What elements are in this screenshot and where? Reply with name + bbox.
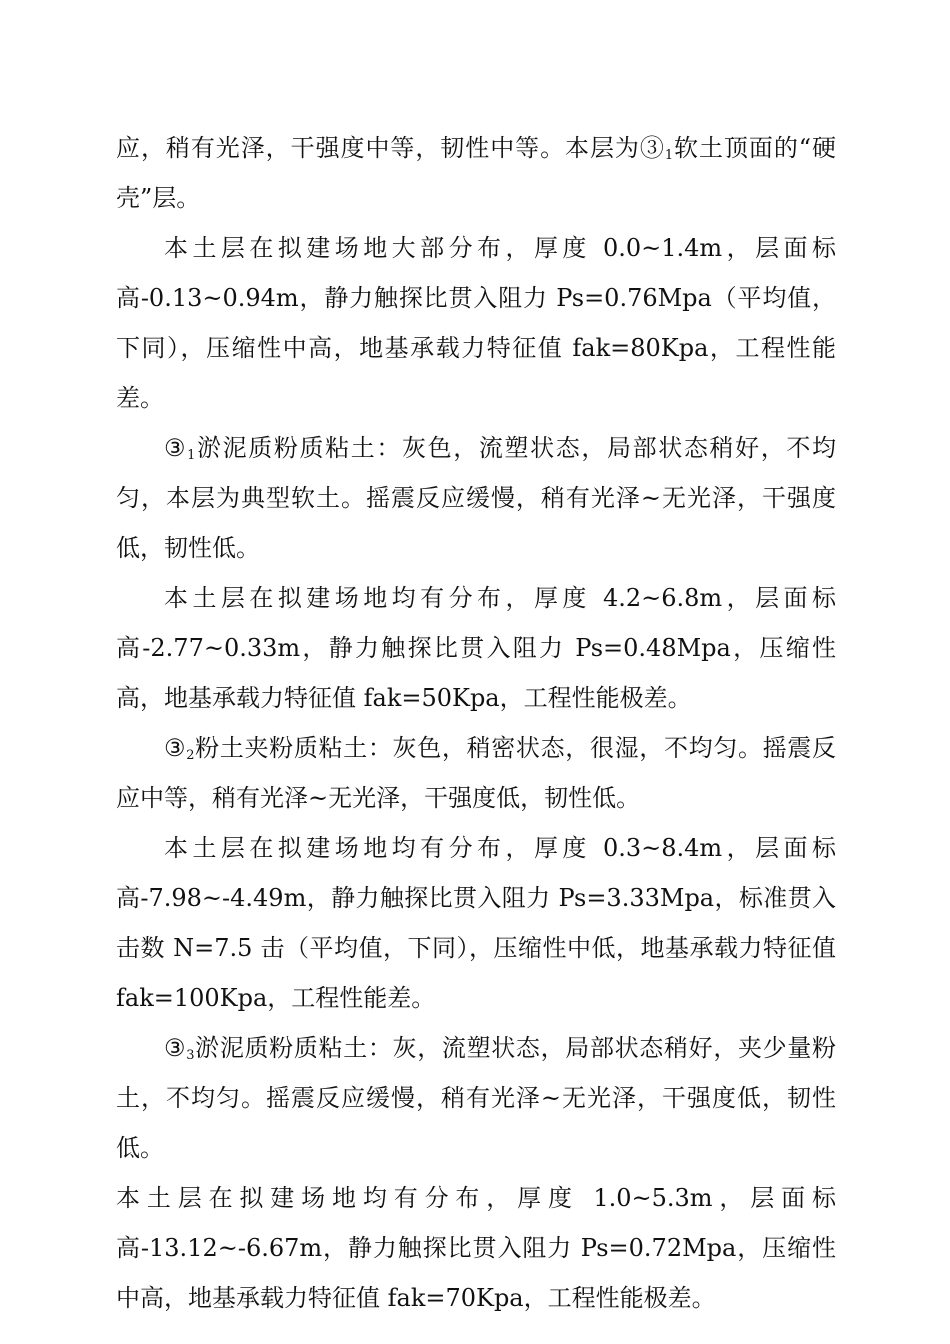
document-body xyxy=(116,123,836,1323)
paragraph-text: 本土层在拟建场地均有分布，厚度 0.3~8.4m，层面标高-7.98~-4.49m，静力触探比贯入阻力 Ps=3.33Mpa，标准贯入击数 N=7.5 击（平均值，下同），压缩性中低，地基承载力特征值 fak=100Kpa，工程性能差。 xyxy=(116,834,836,1012)
paragraph-p7 xyxy=(116,1023,836,1173)
paragraph-text: 本土层在拟建场地均有分布，厚度 1.0~5.3m，层面标高-13.12~-6.67m，静力触探比贯入阻力 Ps=0.72Mpa，压缩性中高，地基承载力特征值 fak=70Kpa，工程性能极差。 xyxy=(116,1184,836,1312)
paragraph-p1 xyxy=(116,123,836,223)
subscript-index: 2 xyxy=(186,748,195,763)
subscript-index: 1 xyxy=(187,448,196,463)
subscript-index: 3 xyxy=(186,1048,195,1063)
paragraph-p5 xyxy=(116,723,836,823)
paragraph-p2 xyxy=(116,223,836,423)
paragraph-text: 淤泥质粉质粘土：灰色，流塑状态，局部状态稍好，不均匀，本层为典型软土。摇震反应缓慢，稍有光泽~无光泽，干强度低，韧性低。 xyxy=(116,434,836,562)
subscript-index: 1 xyxy=(664,148,674,163)
paragraph-text: 粉土夹粉质粘土：灰色，稍密状态，很湿，不均匀。摇震反应中等，稍有光泽~无光泽，干强度低，韧性低。 xyxy=(116,734,837,812)
paragraph-text: 本土层在拟建场地大部分布，厚度 0.0~1.4m，层面标高-0.13~0.94m，静力触探比贯入阻力 Ps=0.76Mpa（平均值，下同），压缩性中高，地基承载力特征值 fak=80Kpa，工程性能差。 xyxy=(116,234,836,412)
paragraph-p4 xyxy=(116,573,836,723)
paragraph-text: ③ xyxy=(164,734,187,762)
paragraph-p3 xyxy=(116,423,836,573)
paragraph-text: ③ xyxy=(164,1034,187,1062)
paragraph-text: 应，稍有光泽，干强度中等，韧性中等。本层为③ xyxy=(116,134,665,162)
paragraph-text: 本土层在拟建场地均有分布，厚度 4.2~6.8m，层面标高-2.77~0.33m，静力触探比贯入阻力 Ps=0.48Mpa，压缩性高，地基承载力特征值 fak=50Kpa，工程性能极差。 xyxy=(116,584,836,712)
paragraph-p8 xyxy=(116,1173,836,1323)
paragraph-p6 xyxy=(116,823,836,1023)
paragraph-text: 淤泥质粉质粘土：灰，流塑状态，局部状态稍好，夹少量粉土，不均匀。摇震反应缓慢，稍有光泽~无光泽，干强度低，韧性低。 xyxy=(116,1034,837,1162)
paragraph-text: ③ xyxy=(164,434,188,462)
paragraph-text: 软土顶面的“硬壳”层。 xyxy=(116,134,837,212)
